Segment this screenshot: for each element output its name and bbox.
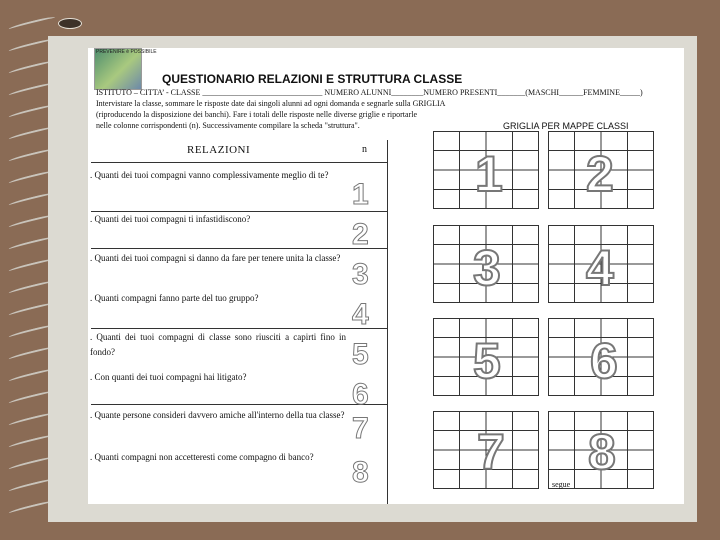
table-rule: [91, 248, 387, 249]
document-title: QUESTIONARIO RELAZIONI E STRUTTURA CLASSE: [162, 72, 463, 86]
continue-label: segue: [552, 480, 571, 489]
question-item: . Quanti compagni non accetteresti come compagno di banco?: [90, 452, 314, 462]
question-item: . Quante persone consideri davvero amiche all'interno della tua classe?: [90, 410, 345, 420]
grid-number: 7: [477, 424, 505, 480]
table-rule: [91, 162, 387, 163]
binder-ring: [8, 18, 78, 28]
instruction-line: Intervistare la classe, sommare le risposte date dai singoli alunni ad ogni domanda e segnarle sulla GRIGLIA: [96, 99, 446, 108]
grid-section-title: GRIGLIA PER MAPPE CLASSI: [503, 121, 629, 131]
question-number: 3: [352, 258, 369, 291]
question-item: . Quanti dei tuoi compagni di classe sono riusciti a capirti fino in fondo?: [90, 332, 347, 357]
class-map-grid: [433, 318, 539, 396]
class-map-grid: [548, 131, 654, 209]
class-map-grid: [433, 411, 539, 489]
class-map-grid: [548, 225, 654, 303]
question-item: . Quanti dei tuoi compagni ti infastidiscono?: [90, 214, 251, 224]
question-number: 4: [352, 298, 369, 331]
grid-number: 3: [473, 240, 501, 296]
question-number: 5: [352, 338, 369, 371]
grid-number: 6: [590, 333, 618, 389]
class-map-grid: [433, 225, 539, 303]
question-number: 6: [352, 378, 369, 411]
class-map-grid: [548, 411, 654, 489]
question-item: . Con quanti dei tuoi compagni hai litigato?: [90, 372, 247, 382]
instruction-line: nelle colonne corrispondenti (n). Successivamente compilare la scheda "struttura".: [96, 121, 360, 130]
table-rule: [91, 404, 387, 405]
class-map-grid: [548, 318, 654, 396]
grid-number: 5: [473, 333, 501, 389]
grid-number: 4: [586, 240, 614, 296]
class-map-grid: [433, 131, 539, 209]
table-header-n: n: [362, 144, 367, 155]
header-fields-line: ISTITUTO – CITTA’ - CLASSE ______________________________ NUMERO ALUNNI________NUMERO PRESENTI_______(MASCHI______FEMMINE_____): [96, 88, 643, 97]
instruction-line: (riproducendo la disposizione dei banchi). Fare i totali delle risposte nelle diverse griglie e riportarle: [96, 110, 418, 119]
grid-number: 2: [586, 146, 614, 202]
table-rule: [91, 328, 387, 329]
question-number: 2: [352, 218, 369, 251]
question-item: . Quanti dei tuoi compagni vanno complessivamente meglio di te?: [90, 170, 329, 180]
table-header-relations: RELAZIONI: [187, 144, 251, 156]
question-number: 1: [352, 178, 369, 211]
question-item: . Quanti dei tuoi compagni si danno da fare per tenere unita la classe?: [90, 253, 341, 263]
table-divider: [387, 140, 388, 504]
grid-number: 1: [475, 146, 503, 202]
question-item: . Quanti compagni fanno parte del tuo gruppo?: [90, 293, 259, 303]
question-number: 8: [352, 456, 369, 489]
logo-text: PREVENIRE è POSSIBILE: [96, 49, 157, 55]
grid-number: 8: [588, 424, 616, 480]
question-number: 7: [352, 412, 369, 445]
